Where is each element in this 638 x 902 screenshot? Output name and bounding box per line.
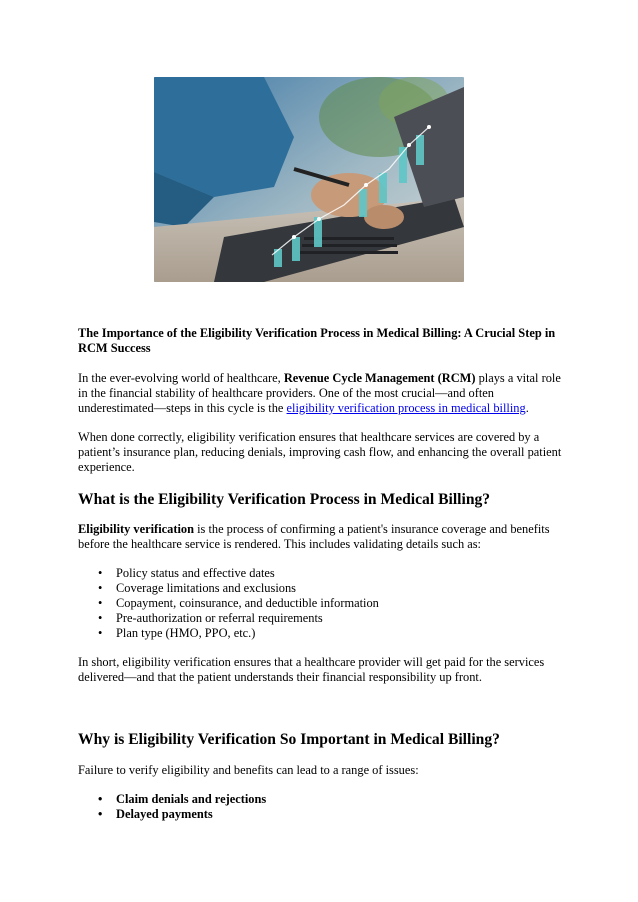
- list-item: • Copayment, coinsurance, and deductible information: [116, 596, 566, 611]
- article-title: The Importance of the Eligibility Verification Process in Medical Billing: A Crucial Step in RCM Success: [78, 326, 556, 355]
- hero-image: [154, 77, 464, 282]
- intro-paragraph: [78, 371, 566, 416]
- verification-details-list: [78, 566, 566, 641]
- list-item: • Pre-authorization or referral requirements: [116, 611, 566, 626]
- intro-text-3: .: [525, 401, 529, 415]
- intro-text-2: plays a vital role in the financial stability of healthcare providers. One of the most crucial—and often underestimated—steps in this cycle is the: [78, 371, 561, 415]
- list-item: • Delayed payments: [116, 807, 566, 822]
- list-item: • Claim denials and rejections: [116, 792, 566, 807]
- benefits-paragraph: When done correctly, eligibility verification ensures that healthcare services are covered by a patient’s insurance plan, reducing denials, improving cash flow, and enhancing the overall patient experience.: [78, 430, 562, 474]
- list-item: • Plan type (HMO, PPO, etc.): [116, 626, 566, 641]
- issues-list: [78, 792, 566, 822]
- definition-bold: Eligibility verification: [78, 522, 194, 536]
- list-item: • Policy status and effective dates: [116, 566, 566, 581]
- intro-bold-rcm: Revenue Cycle Management (RCM): [283, 371, 476, 385]
- section-heading-why-important: Why is Eligibility Verification So Important in Medical Billing?: [78, 731, 500, 748]
- summary-paragraph: In short, eligibility verification ensures that a healthcare provider will get paid for the services delivered—and that the patient understands their financial responsibility up front.: [78, 655, 545, 684]
- definition-text: is the process of confirming a patient's insurance coverage and benefits before the healthcare service is rendered. This includes validating details such as:: [78, 522, 550, 551]
- article-body: [78, 326, 566, 822]
- laptop-growth-chart-illustration: [154, 77, 464, 282]
- definition-paragraph: [78, 522, 566, 552]
- list-item: • Coverage limitations and exclusions: [116, 581, 566, 596]
- section-heading-what-is: What is the Eligibility Verification Process in Medical Billing?: [78, 491, 491, 508]
- intro-text-1: In the ever-evolving world of healthcare,: [78, 371, 284, 385]
- eligibility-verification-link[interactable]: eligibility verification process in medical billing: [286, 401, 526, 415]
- issues-lead-paragraph: Failure to verify eligibility and benefits can lead to a range of issues:: [78, 763, 419, 777]
